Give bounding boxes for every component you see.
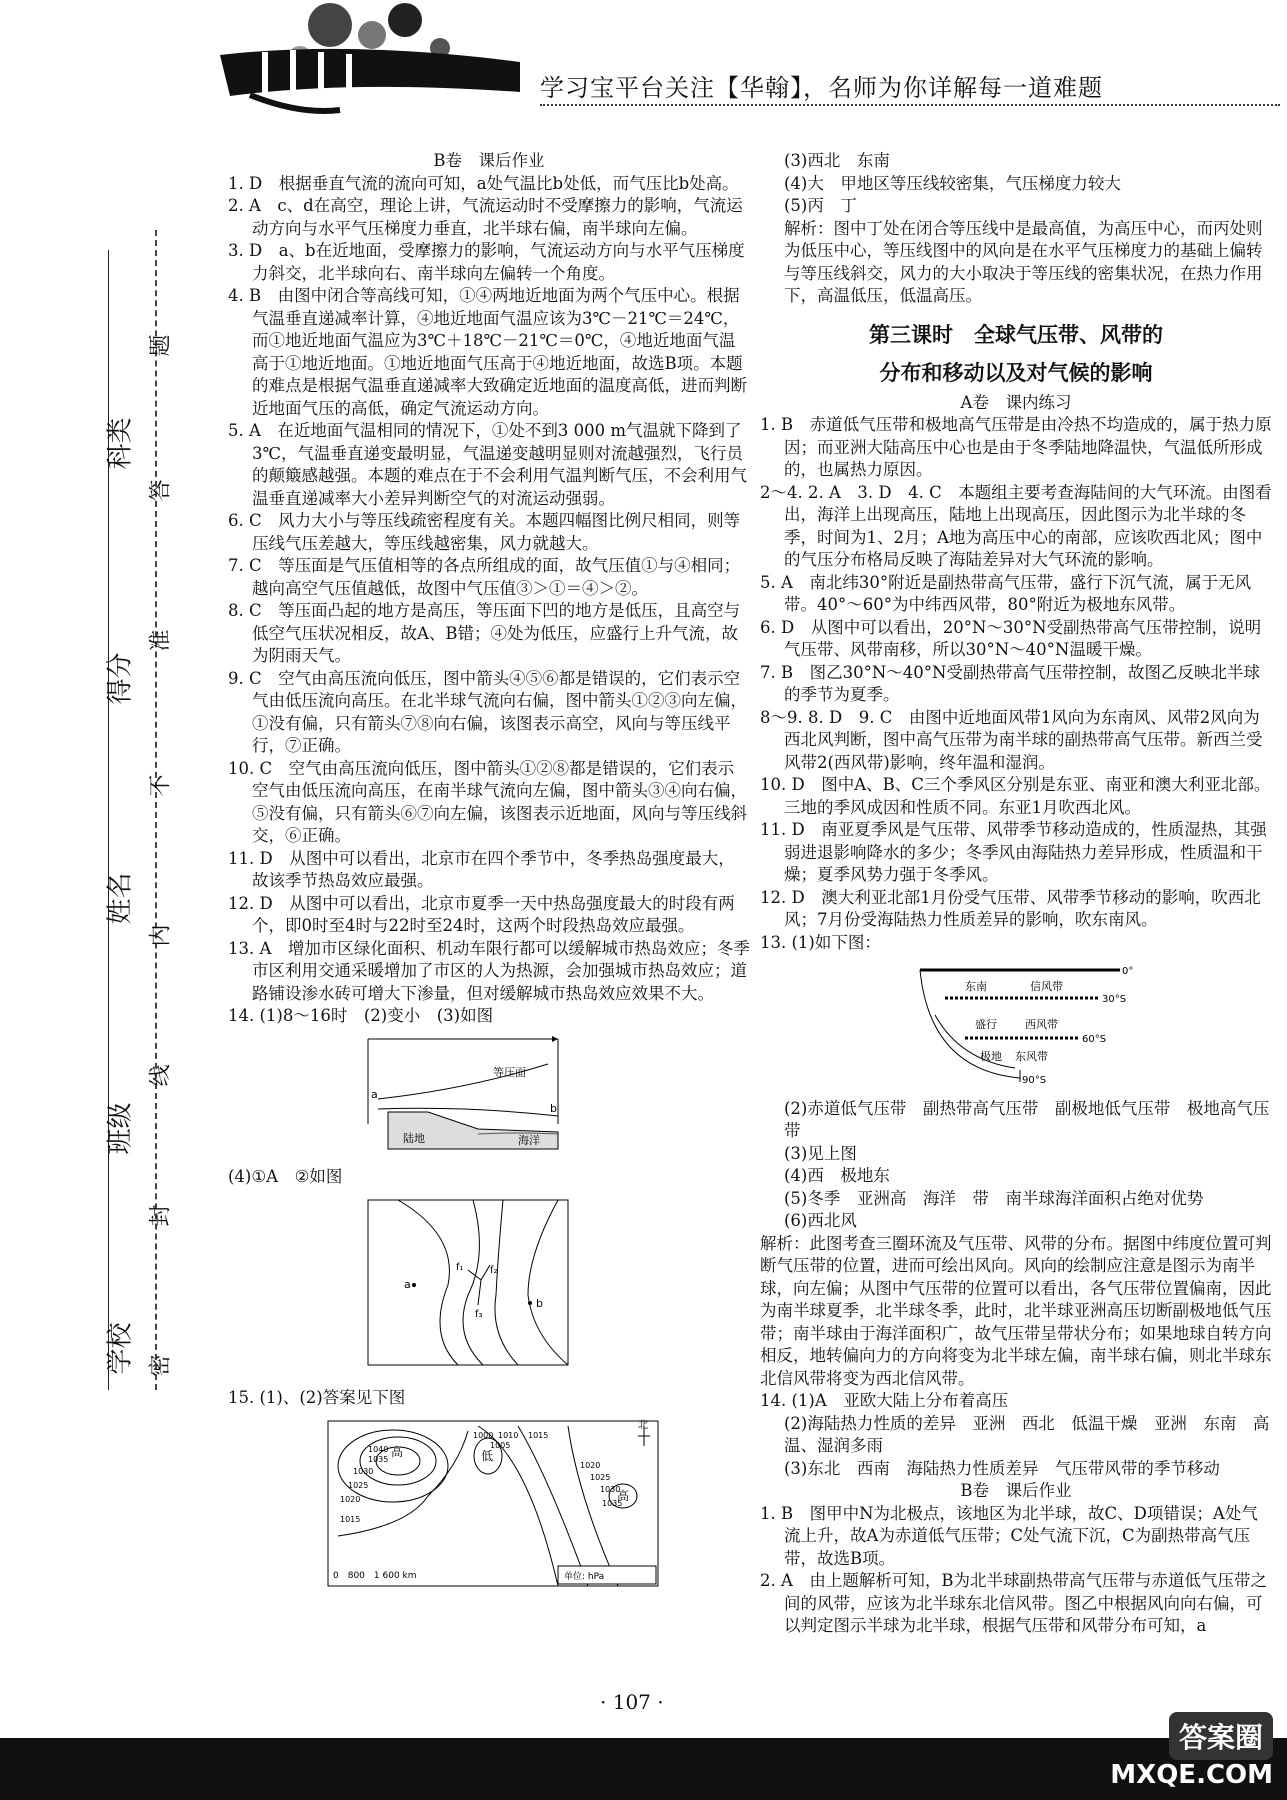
point-a: a (404, 1277, 411, 1291)
point-b: b (536, 1296, 543, 1310)
answer-item: 11. D 从图中可以看出，北京市在四个季节中，冬季热岛强度最大，故该季节热岛效应最强。 (228, 848, 735, 890)
seal-char: 封 (148, 1204, 174, 1227)
bottom-bar (0, 1738, 1287, 1800)
answer-line: (3)西北 东南 (784, 151, 890, 170)
answer-item: 13. (1)如下图： (760, 932, 881, 952)
low-pressure-label: 低 (481, 1448, 494, 1463)
answer-item: 4. B 由图中闭合等高线可知，①④两地近地面为两个气压中心。根据气温垂直递减率计算，④地近地面气温应该为3℃－21℃＝24℃，而①地近地面气温应为3℃＋18℃－21℃＝0℃，④地近地面气温高于①地近地面。①地近地面气压高于④地近地面，故选B项。本题的难点是根据气温垂直递减率大致确定近地面的温度高低，进而判断近地面气压的高低，确定气流运动方向。 (228, 286, 747, 418)
isobar-value: 1015 (340, 1514, 361, 1524)
answer-item: 6. D 从图中可以看出，20°N～30°N受副热带高气压带控制，说明气压带、风带南移，所以30°N～40°N温暖干燥。 (760, 617, 1262, 659)
scale-bar: 0 800 1 600 km (333, 1570, 417, 1581)
class-label: 班级 (105, 1102, 136, 1155)
isobar-value: 1000 (473, 1430, 494, 1440)
seal-char: 线 (148, 1064, 174, 1087)
answer-item: 1. B 图甲中N为北极点，该地区为北半球，故C、D项错误；A处气流上升，故A为赤道低气压带；C处气流下沉，C为副热带高气压带，故选B项。 (760, 1503, 1258, 1568)
subject-label: 科类 (105, 417, 136, 470)
watermark-url: MXQE.COM (1110, 1760, 1273, 1790)
land-label: 陆地 (403, 1131, 425, 1145)
north-label: 北 (638, 1419, 648, 1431)
isobar-value: 1025 (348, 1480, 369, 1490)
answer-item: 3. D a、b在近地面，受摩擦力的影响，气流运动方向与水平气压梯度力斜交，北半球向右、南半球向左偏转一个角度。 (228, 241, 745, 283)
section-title: A卷 课内练习 (960, 392, 1072, 412)
point-a: a (371, 1087, 378, 1101)
right-column (760, 150, 1272, 1638)
answer-item: 14. (1)A 亚欧大陆上分布着高压 (760, 1391, 1009, 1410)
header-decoration (0, 0, 1287, 130)
name-label: 姓名 (105, 872, 136, 925)
belt-label: 东风带 (1015, 1050, 1048, 1063)
belt-label: 极地 (980, 1050, 1002, 1063)
isobar-value: 1030 (353, 1466, 374, 1476)
answer-item: 14. (1)8～16时 (2)变小 (3)如图 (228, 1006, 494, 1025)
answer-item: 10. D 图中A、B、C三个季风区分别是东亚、南亚和澳大利亚北部。三地的季风成因和性质不同。东亚1月吹西北风。 (760, 775, 1271, 817)
isobar-value: 1035 (602, 1498, 623, 1508)
lesson-title: 分布和移动以及对气候的影响 (879, 360, 1153, 385)
latitude-label: 0° (1122, 966, 1134, 977)
isobar-value: 1040 (368, 1444, 389, 1454)
answer-item: 2. A 由上题解析可知，B为北半球副热带高气压带与赤道低气压带之间的风带，应该为北半球东北信风带。图乙中根据风向向右偏，可以判定图示半球为北半球，根据气压带和风带分布可知，a (760, 1571, 1268, 1635)
answer-item: 5. A 南北纬30°附近是副热带高气压带，盛行下沉气流，属于无风带。40°～60°为中纬西风带，80°附近为极地东风带。 (760, 572, 1252, 614)
page-number: · 107 · (600, 1690, 664, 1714)
answer-item: 2. A c、d在高空，理论上讲，气流运动时不受摩擦力的影响，气流运动方向与水平气压梯度力垂直，北半球右偏，南半球向左偏。 (228, 196, 743, 238)
answer-item: 7. B 图乙30°N～40°N受副热带高气压带控制，故图乙反映北半球的季节为夏季。 (760, 662, 1260, 704)
belt-label: 信风带 (1030, 980, 1063, 993)
answer-item: 1. B 赤道低气压带和极地高气压带是由冷热不均造成的，属于热力原因；而亚洲大陆高压中心也是由于冬季陆地降温快，气温低所形成的，也属热力原因。 (760, 415, 1272, 479)
section-title: B卷 课后作业 (433, 151, 545, 170)
isobar-wind-map (228, 1195, 750, 1382)
answer-line: (4)西 极地东 (784, 1166, 890, 1185)
isobar-diagram (228, 1034, 750, 1161)
answer-item: 10. C 空气由高压流向低压，图中箭头①②⑧都是错误的，它们表示空气由低压流向高压，在南半球气流向左偏，图中箭头③④向右偏，⑤没有偏，只有箭头⑥⑦向左偏，该图表示近地面，风向与等压线斜交，⑥正确。 (228, 758, 747, 845)
seal-char: 不 (148, 774, 174, 797)
score-label: 得分 (105, 652, 136, 705)
school-label: 学校 (105, 1322, 136, 1375)
answer-item: (4)①A ②如图 (228, 1167, 343, 1186)
answer-item: 7. C 等压面是气压值相等的各点所组成的面，故气压值①与④相同；越向高空气压值越低，故图中气压值③＞①＝④＞②。 (228, 556, 741, 598)
seal-char: 题 (148, 334, 174, 357)
left-column (228, 150, 750, 1603)
sea-label: 海洋 (518, 1133, 540, 1147)
isobar-value: 1015 (528, 1430, 549, 1440)
answer-line: (4)大 甲地区等压线较密集，气压梯度力较大 (784, 173, 1121, 193)
unit-label: 单位: hPa (564, 1571, 605, 1582)
force-label: f₃ (475, 1308, 483, 1320)
answer-item: 6. C 风力大小与等压线疏密程度有关。本题四幅图比例尺相同，则等压线气压差越大，等压线越密集，风力就越大。 (228, 511, 741, 553)
answer-item: 5. A 在近地面气温相同的情况下，①处不到3 000 m气温就下降到了3℃，气温垂直递变最明显，气温递变越明显则对流越强烈，飞行员的颠簸感越强。本题的难点在于不会利用气温判断气压，不会利用气温垂直递减率大小差异判断空气的对流运动强弱。 (228, 421, 747, 508)
answer-item: 8. C 等压面凸起的地方是高压，等压面下凹的地方是低压，且高空与低空气压状况相反，故A、B错；④处为低压，应盛行上升气流，故为阴雨天气。 (228, 601, 741, 665)
belt-label: 东南 (965, 980, 987, 993)
seal-char: 内 (148, 924, 174, 947)
answer-item: 12. D 澳大利亚北部1月份受气压带、风带季节移动的影响，吹西北风；7月份受海陆热力性质差异的影响，吹东南风。 (760, 887, 1261, 929)
answer-item: 13. A 增加市区绿化面积、机动车限行都可以缓解城市热岛效应；冬季市区利用交通采暖增加了市区的人为热源，会加强城市热岛效应；道路铺设渗水砖可增大下渗量，但对缓解城市热岛效应效果不大。 (228, 938, 750, 1003)
answer-item: 12. D 从图中可以看出，北京市夏季一天中热岛强度最大的时段有两个，即0时至4时与22时至24时，这两个时段热岛效应最强。 (228, 893, 735, 935)
answer-line: (2)海陆热力性质的差异 亚洲 西北 低温干燥 亚洲 东南 高温、湿润多雨 (784, 1413, 1270, 1455)
seal-char: 密 (148, 1354, 174, 1377)
high-pressure-label: 高 (391, 1444, 404, 1459)
analysis: 解析：图中丁处在闭合等压线中是最高值，为高压中心，而丙处则为低压中心，等压线图中的风向是在水平气压梯度力的基础上偏转与等压线斜交，风力的大小取决于等压线的密集状况，在热力作用下，高温低压，低温高压。 (784, 218, 1263, 305)
high-pressure-label: 高 (617, 1488, 630, 1503)
watermark-logo: 答案圈 (1169, 1712, 1273, 1760)
belt-label: 西风带 (1025, 1018, 1058, 1031)
seal-char: 准 (148, 629, 174, 652)
answer-item: 1. D 根据垂直气流的流向可知，a处气温比b处低，而气压比b处高。 (228, 173, 739, 193)
answer-line: (6)西北风 (784, 1211, 857, 1230)
answer-item: 11. D 南亚夏季风是气压带、风带季节移动造成的，性质湿热，其强弱进退影响降水的多少；冬季风由海陆热力差异形成，性质温和干燥；夏季风势力强于冬季风。 (760, 820, 1267, 884)
section-title: B卷 课后作业 (960, 1481, 1072, 1500)
wind-belt-diagram (760, 960, 1272, 1092)
force-label: f₂ (490, 1264, 498, 1276)
analysis: 解析：此图考查三圈环流及气压带、风带的分布。据图中纬度位置可判断气压带的位置，进而可绘出风向。风向的绘制应注意是图示为南半球，向左偏；从图中气压带的位置可以看出，各气压带位置偏南，因此为南半球夏季，北半球冬季，此时，北半球亚洲高压切断副极地低气压带；南半球由于海洋面积广，故气压带呈带状分布；如果地球自转方向相反，地转偏向力的方向将变为北半球左偏，南半球右偏，则北半球东北信风带将变为西北信风带。 (760, 1233, 1272, 1388)
belt-label: 盛行 (975, 1018, 997, 1031)
seal-char: 答 (148, 479, 174, 502)
lesson-title: 第三课时 全球气压带、风带的 (869, 322, 1163, 347)
answer-item: 15. (1)、(2)答案见下图 (228, 1388, 406, 1407)
latitude-label: 30°S (1102, 994, 1127, 1005)
answer-item: 8～9. 8. D 9. C 由图中近地面风带1风向为东南风、风带2风向为西北风判断，图中高气压带为南半球的副热带高气压带。新西兰受风带2(西风带)影响，终年温和湿润。 (760, 707, 1263, 772)
isobar-label: 等压面 (493, 1065, 526, 1079)
answer-line: (3)东北 西南 海陆热力性质差异 气压带风带的季节移动 (784, 1458, 1220, 1478)
answer-line: (5)冬季 亚洲高 海洋 带 南半球海洋面积占绝对优势 (784, 1188, 1204, 1208)
isobar-value: 1020 (340, 1494, 361, 1504)
header-slogan: 学习宝平台关注【华翰】，名师为你详解每一道难题 (540, 74, 1103, 102)
header-rule (540, 104, 1280, 106)
pressure-map (228, 1416, 750, 1598)
answer-line: (5)丙 丁 (784, 196, 857, 215)
isobar-value: 1030 (600, 1484, 621, 1494)
isobar-value: 1010 (498, 1430, 519, 1440)
isobar-value: 1035 (368, 1454, 389, 1464)
answer-item: 9. C 空气由高压流向低压，图中箭头④⑤⑥都是错误的，它们表示空气由低压流向高压。在北半球气流向右偏，图中箭头①②③向左偏，①没有偏，只有箭头⑦⑧向右偏，该图表示高空，风向与等压线平行，⑦正确。 (228, 668, 747, 755)
isobar-value: 1025 (590, 1472, 611, 1482)
header-graphic (0, 0, 1287, 130)
isobar-value: 1005 (490, 1440, 511, 1450)
isobar-value: 1020 (580, 1460, 601, 1470)
force-label: f₁ (456, 1261, 464, 1273)
answer-item: 2～4. 2. A 3. D 4. C 本题组主要考查海陆间的大气环流。由图看出，海洋上出现高压，陆地上出现高压，因此图示为北半球的冬季，时间为1、2月；A地为高压中心的南部，应该吹西北风；图中的气压分布格局反映了海陆差异对大气环流的影响。 (760, 482, 1272, 569)
latitude-label: 90°S (1022, 1075, 1047, 1085)
answer-line: (3)见上图 (784, 1143, 857, 1163)
answer-line: (2)赤道低气压带 副热带高气压带 副极地低气压带 极地高气压带 (784, 1098, 1270, 1140)
latitude-label: 60°S (1082, 1034, 1107, 1045)
point-b: b (550, 1101, 557, 1115)
